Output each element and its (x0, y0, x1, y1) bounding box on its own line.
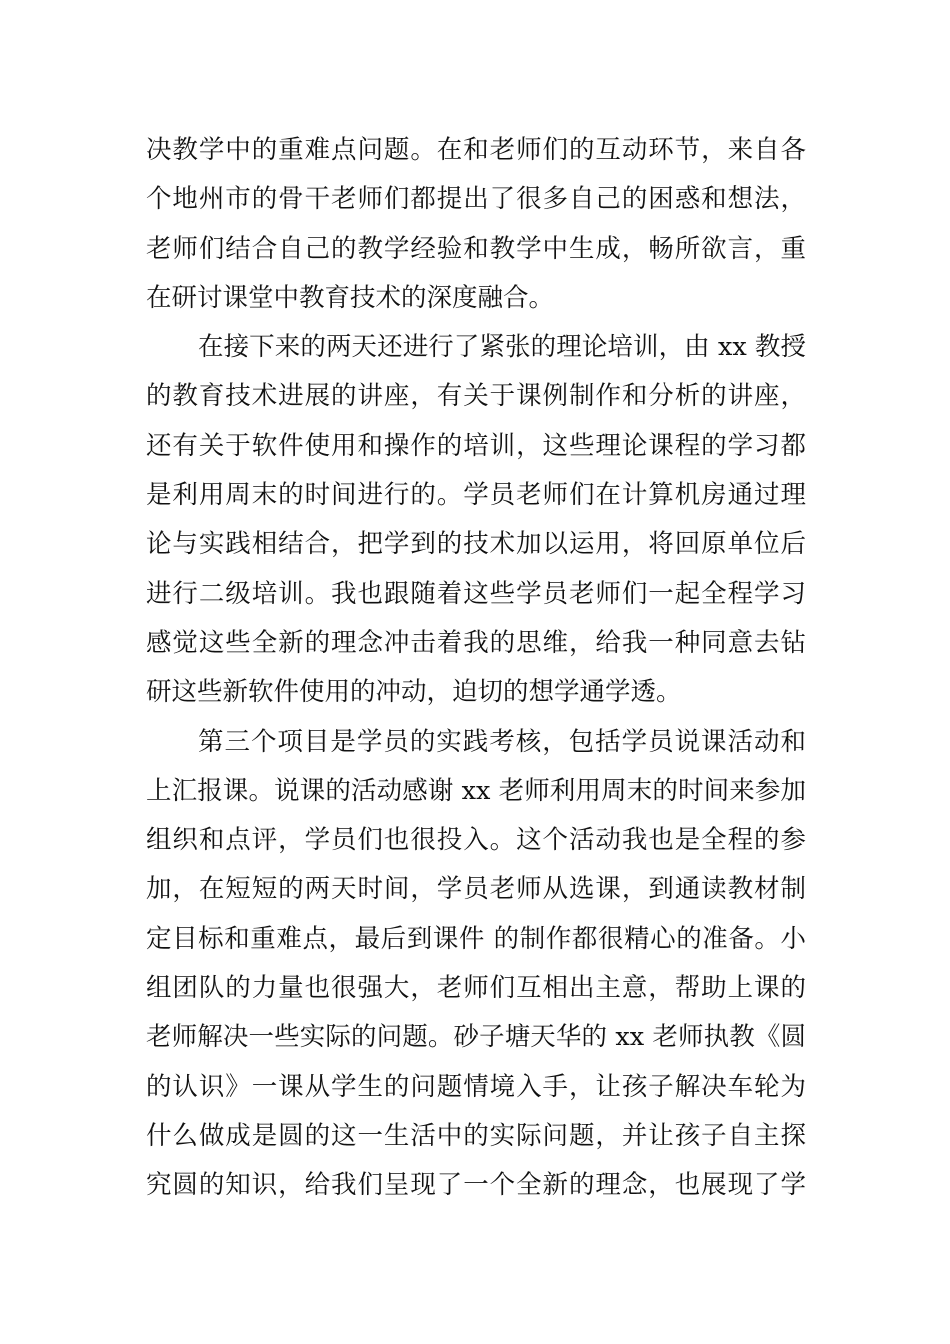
text-line: 定目标和重难点，最后到课件 的制作都很精心的准备。小 (146, 923, 806, 954)
text-line: 第三个项目是学员的实践考核，包括学员说课活动和 (198, 726, 806, 757)
text-line: 感觉这些全新的理念冲击着我的思维，给我一种同意去钻 (146, 627, 806, 658)
text-line: 的认识》一课从学生的问题情境入手，让孩子解决车轮为 (146, 1071, 806, 1102)
text-line: 老师们结合自己的教学经验和教学中生成，畅所欲言，重 (146, 233, 806, 264)
text-line: 加，在短短的两天时间，学员老师从选课，到通读教材制 (146, 874, 806, 905)
document-body (146, 126, 806, 1211)
text-line: 论与实践相结合，把学到的技术加以运用，将回原单位后 (146, 529, 806, 560)
text-line: 还有关于软件使用和操作的培训，这些理论课程的学习都 (146, 430, 806, 461)
paragraph-3 (146, 718, 806, 1211)
paragraph-2 (146, 323, 806, 717)
text-line: 组团队的力量也很强大，老师们互相出主意，帮助上课的 (146, 973, 806, 1004)
text-line: 什么做成是圆的这一生活中的实际问题，并让孩子自主探 (146, 1120, 806, 1151)
text-line: 老师解决一些实际的问题。砂子塘天华的 xx 老师执教《圆 (146, 1022, 806, 1053)
text-line: 是利用周末的时间进行的。学员老师们在计算机房通过理 (146, 480, 806, 511)
text-line: 在研讨课堂中教育技术的深度融合。 (146, 282, 555, 313)
text-line: 在接下来的两天还进行了紧张的理论培训，由 xx 教授 (198, 332, 806, 363)
text-line: 的教育技术进展的讲座，有关于课例制作和分析的讲座， (146, 381, 806, 412)
text-line: 研这些新软件使用的冲动，迫切的想学通学透。 (146, 677, 682, 708)
paragraph-1 (146, 126, 806, 323)
text-line: 组织和点评，学员们也很投入。这个活动我也是全程的参 (146, 825, 806, 856)
text-line: 究圆的知识，给我们呈现了一个全新的理念，也展现了学 (146, 1170, 806, 1201)
text-line: 上汇报课。说课的活动感谢 xx 老师利用周末的时间来参加 (146, 775, 806, 806)
text-line: 决教学中的重难点问题。在和老师们的互动环节，来自各 (146, 135, 806, 165)
text-line: 进行二级培训。我也跟随着这些学员老师们一起全程学习 (146, 578, 806, 609)
text-line: 个地州市的骨干老师们都提出了很多自己的困惑和想法， (146, 184, 806, 215)
